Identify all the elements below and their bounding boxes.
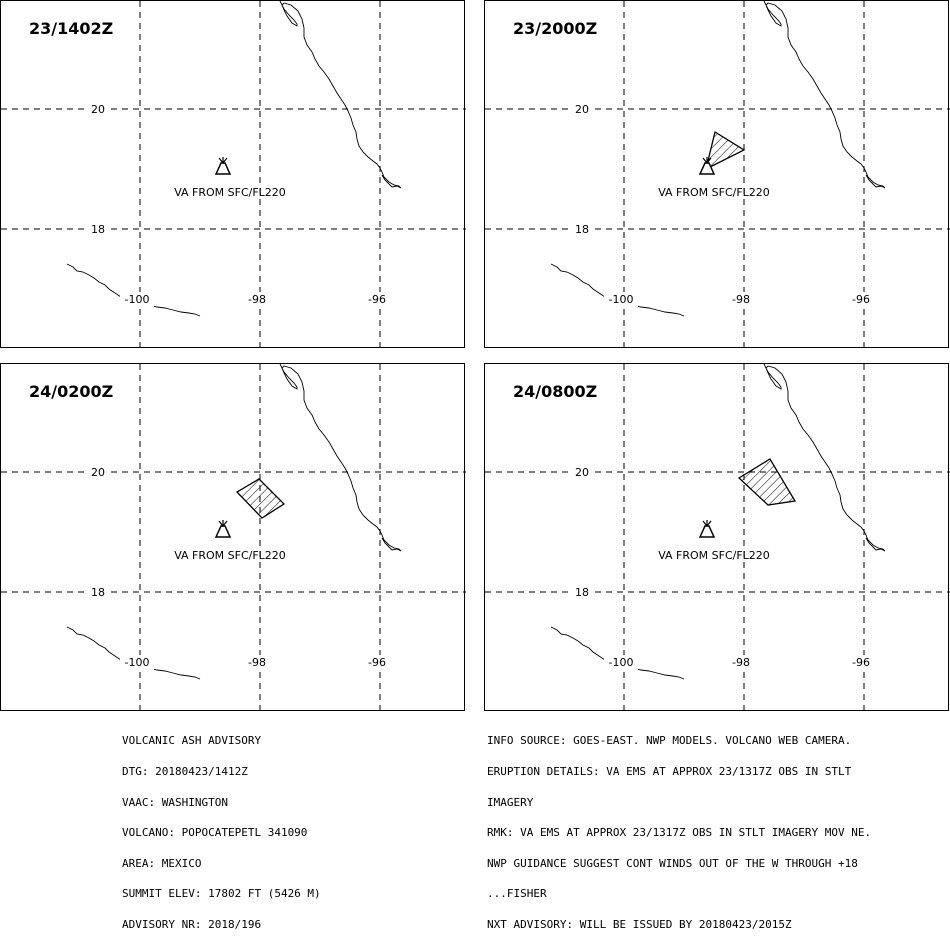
va-height-label: VA FROM SFC/FL220: [658, 549, 770, 562]
longitude-label: -100: [124, 656, 150, 669]
latitude-label: 20: [91, 466, 105, 479]
panel-time-label: 24/0800Z: [513, 382, 598, 401]
longitude-label: -100: [608, 293, 634, 306]
coastline-pacific: [67, 264, 200, 316]
coastline-pacific: [67, 627, 200, 679]
ash-cloud-polygon: [739, 459, 795, 505]
advisory-line: RMK: VA EMS AT APPROX 23/1317Z OBS IN STLT IMAGERY MOV NE.: [487, 826, 872, 840]
volcano-triangle-icon: [700, 520, 714, 537]
coastline-gulf: [280, 364, 401, 551]
latitude-label: 20: [91, 103, 105, 116]
latitude-label: 18: [575, 223, 589, 236]
longitude-label: -98: [732, 293, 750, 306]
coastline-pacific: [551, 264, 684, 316]
latitude-label: 20: [575, 466, 589, 479]
advisory-line: VOLCANO: POPOCATEPETL 341090: [122, 826, 308, 840]
map-4: [485, 364, 950, 712]
ash-cloud-polygon: [237, 479, 284, 518]
advisory-line: AREA: MEXICO: [122, 856, 202, 870]
latitude-label: 18: [91, 586, 105, 599]
map-panel-1: [0, 0, 465, 348]
longitude-label: -96: [852, 293, 870, 306]
latitude-label: 20: [575, 103, 589, 116]
advisory-line: ADVISORY NR: 2018/196: [122, 917, 262, 931]
map-panel-2: [484, 0, 949, 348]
longitude-label: -96: [368, 293, 386, 306]
coastline-pacific: [551, 627, 684, 679]
va-height-label: VA FROM SFC/FL220: [658, 186, 770, 199]
longitude-label: -100: [124, 293, 150, 306]
advisory-line: NWP GUIDANCE SUGGEST CONT WINDS OUT OF THE W THROUGH +18: [487, 856, 858, 870]
advisory-line: INFO SOURCE: GOES-EAST. NWP MODELS. VOLCANO WEB CAMERA.: [487, 734, 852, 748]
coastline-gulf: [764, 1, 885, 188]
advisory-line: ...FISHER: [487, 887, 547, 901]
map-panel-3: [0, 363, 465, 711]
longitude-label: -98: [248, 293, 266, 306]
advisory-line: DTG: 20180423/1412Z: [122, 765, 248, 778]
ash-cloud-polygon: [706, 132, 744, 169]
longitude-label: -98: [732, 656, 750, 669]
longitude-label: -98: [248, 656, 266, 669]
coastline-gulf: [764, 364, 885, 551]
advisory-remarks-block: [487, 716, 871, 940]
map-panel-4: [484, 363, 949, 711]
advisory-line: VAAC: WASHINGTON: [122, 795, 228, 809]
longitude-label: -100: [608, 656, 634, 669]
advisory-line: VOLCANIC ASH ADVISORY: [122, 734, 262, 748]
map-3: [1, 364, 466, 712]
panel-time-label: 24/0200Z: [29, 382, 114, 401]
map-1: [1, 1, 466, 349]
map-2: [485, 1, 950, 349]
va-height-label: VA FROM SFC/FL220: [174, 549, 286, 562]
volcano-triangle-icon: [216, 520, 230, 537]
longitude-label: -96: [852, 656, 870, 669]
advisory-header-block: [122, 716, 321, 940]
advisory-line: SUMMIT ELEV: 17802 FT (5426 M): [122, 887, 321, 901]
latitude-label: 18: [575, 586, 589, 599]
latitude-label: 18: [91, 223, 105, 236]
volcano-triangle-icon: [216, 157, 230, 174]
va-height-label: VA FROM SFC/FL220: [174, 186, 286, 199]
advisory-line: IMAGERY: [487, 795, 534, 809]
panel-time-label: 23/2000Z: [513, 19, 598, 38]
advisory-line: NXT ADVISORY: WILL BE ISSUED BY 20180423/2015Z: [487, 917, 792, 931]
panel-time-label: 23/1402Z: [29, 19, 114, 38]
advisory-line: ERUPTION DETAILS: VA EMS AT APPROX 23/1317Z OBS IN STLT: [487, 765, 852, 778]
longitude-label: -96: [368, 656, 386, 669]
coastline-gulf: [280, 1, 401, 188]
